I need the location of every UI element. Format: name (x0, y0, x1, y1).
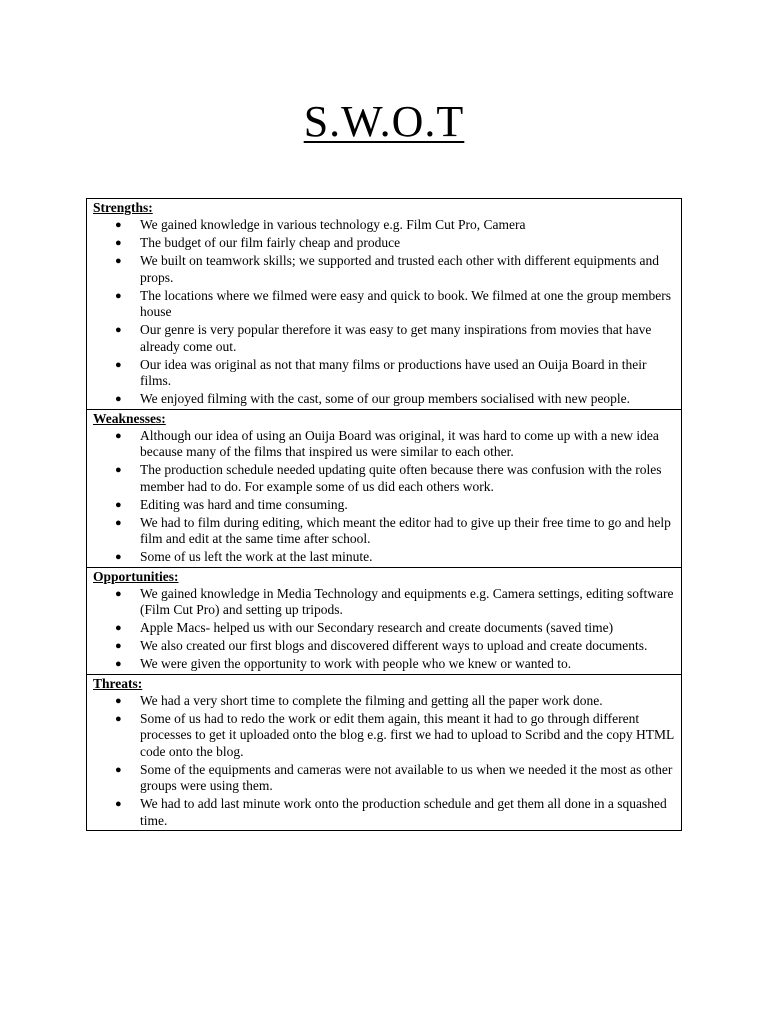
list-item-text: We had a very short time to complete the filming and getting all the paper work done. (140, 692, 603, 708)
bullet-icon: ● (115, 640, 122, 652)
list-item (93, 620, 677, 637)
list-item (93, 693, 677, 710)
opportunities-row (87, 567, 682, 674)
list-item-text: We enjoyed filming with the cast, some of our group members socialised with new people. (140, 391, 631, 406)
bullet-icon: ● (115, 498, 122, 511)
list-item (93, 253, 677, 286)
bullet-icon: ● (115, 551, 122, 563)
list-item (93, 235, 677, 252)
list-item-text: Editing was hard and time consuming. (140, 496, 348, 512)
list-item-text: We also created our first blogs and discovered different ways to upload and create documents. (140, 638, 648, 653)
bullet-icon: ● (115, 622, 122, 634)
list-item (93, 357, 677, 390)
list-item (93, 391, 677, 408)
list-item-text: We had to film during editing, which meant the editor had to give up their free time to go and help film and edit at the same time after school. (140, 514, 671, 546)
threats-row (87, 674, 682, 831)
list-item-text: Our genre is very popular therefore it was easy to get many inspirations from movies that have already come out. (140, 322, 652, 354)
bullet-icon: ● (115, 587, 122, 600)
list-item (93, 462, 677, 495)
list-item (93, 322, 677, 355)
bullet-icon: ● (115, 516, 122, 529)
bullet-icon: ● (115, 464, 122, 476)
list-item-text: We gained knowledge in Media Technology and equipments e.g. Camera settings, editing software (Film Cut Pro) and setting up tripods. (140, 585, 674, 617)
list-item (93, 638, 677, 655)
bullet-icon: ● (115, 237, 122, 249)
list-item-text: The locations where we filmed were easy and quick to book. We filmed at one the group members house (140, 287, 671, 319)
weaknesses-list (93, 428, 677, 566)
weaknesses-row (87, 409, 682, 567)
list-item-text: The production schedule needed updating quite often because there was confusion with the roles member had to do. For example some of us did each others work. (140, 462, 662, 494)
list-item (93, 217, 677, 234)
opportunities-cell (87, 567, 682, 674)
threats-list (93, 693, 677, 830)
list-item-text: The budget of our film fairly cheap and produce (140, 235, 401, 250)
list-item (93, 762, 677, 795)
list-item-text: Some of us had to redo the work or edit them again, this meant it had to go through different processes to get it uploaded onto the blog e.g. first we had to upload to Scribd and the copy HTML code onto the blog. (140, 710, 674, 759)
bullet-icon: ● (115, 763, 122, 776)
swot-table (86, 198, 682, 831)
list-item (93, 497, 677, 514)
weaknesses-heading: Weaknesses: (93, 410, 166, 426)
list-item-text: Some of us left the work at the last minute. (140, 549, 373, 564)
strengths-heading: Strengths: (93, 200, 153, 215)
bullet-icon: ● (115, 393, 122, 405)
threats-cell (87, 674, 682, 831)
strengths-cell (87, 199, 682, 410)
strengths-list (93, 217, 677, 408)
list-item (93, 428, 677, 461)
list-item-text: Our idea was original as not that many films or productions have used an Ouija Board in their films. (140, 356, 647, 388)
list-item-text: Some of the equipments and cameras were not available to us when we needed it the most as other groups were using them. (140, 761, 673, 793)
list-item (93, 796, 677, 829)
list-item-text: Apple Macs- helped us with our Secondary research and create documents (saved time) (140, 620, 614, 635)
title-text: S.W.O.T (303, 97, 465, 146)
list-item (93, 549, 677, 566)
list-item (93, 586, 677, 619)
opportunities-list (93, 586, 677, 673)
bullet-icon: ● (115, 429, 122, 442)
list-item (93, 711, 677, 761)
list-item (93, 656, 677, 673)
list-item-text: We had to add last minute work onto the production schedule and get them all done in a squashed time. (140, 796, 667, 828)
threats-heading: Threats: (93, 675, 143, 691)
list-item (93, 288, 677, 321)
bullet-icon: ● (115, 694, 122, 707)
document-title (0, 96, 768, 148)
list-item-text: Although our idea of using an Ouija Board was original, it was hard to come up with a new idea because many of the films that inspired us were similar to each other. (140, 427, 659, 459)
strengths-row (87, 199, 682, 410)
bullet-icon: ● (115, 289, 122, 302)
list-item-text: We were given the opportunity to work with people who we knew or wanted to. (140, 656, 572, 671)
list-item (93, 515, 677, 548)
bullet-icon: ● (115, 324, 122, 336)
bullet-icon: ● (115, 358, 122, 371)
list-item-text: We built on teamwork skills; we supported and trusted each other with different equipments and props. (140, 253, 660, 285)
list-item-text: We gained knowledge in various technology e.g. Film Cut Pro, Camera (140, 217, 526, 232)
bullet-icon: ● (115, 798, 122, 810)
bullet-icon: ● (115, 219, 122, 231)
bullet-icon: ● (115, 255, 122, 267)
bullet-icon: ● (115, 658, 122, 670)
bullet-icon: ● (115, 712, 122, 725)
weaknesses-cell (87, 409, 682, 567)
opportunities-heading: Opportunities: (93, 568, 179, 584)
